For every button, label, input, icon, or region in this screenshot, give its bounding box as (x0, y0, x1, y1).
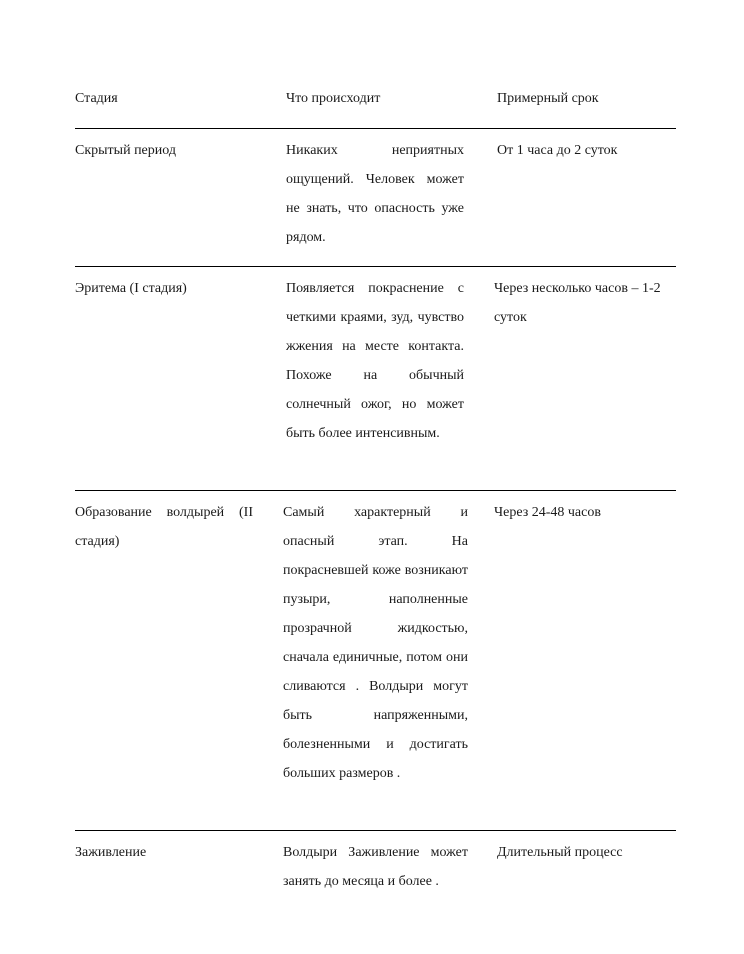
table-rule (75, 830, 676, 831)
row-2-description: Появляется покраснение с четкими краями, зуд, чувство жжения на месте контакта. Похоже на обычный солнечный ожог, но может быть более интенсивным. (286, 281, 464, 441)
header-what-happens: Что происходит (286, 91, 381, 106)
header-duration: Примерный срок (497, 91, 599, 106)
table-rule (75, 128, 676, 129)
row-3-stage: Образование волдырей (II стадия) (75, 505, 253, 549)
table-rule (75, 266, 676, 267)
row-1-duration: От 1 часа до 2 суток (497, 143, 618, 158)
table-rule (75, 490, 676, 491)
header-stage: Стадия (75, 91, 118, 106)
row-3-duration: Через 24-48 часов (494, 505, 601, 520)
row-1-stage: Скрытый период (75, 143, 176, 158)
row-4-description: Волдыри Заживление может занять до месяца и более . (283, 845, 468, 889)
row-2-duration: Через несколько часов – 1-2 суток (494, 281, 661, 325)
row-4-duration: Длительный процесс (497, 845, 623, 860)
row-1-description: Никаких неприятных ощущений. Человек может не знать, что опасность уже рядом. (286, 143, 464, 245)
row-2-stage: Эритема (I стадия) (75, 281, 187, 296)
row-3-description: Самый характерный и опасный этап. На покрасневшей коже возникают пузыри, наполненные прозрачной жидкостью, сначала единичные, потом они сливаются . Волдыри могут быть напряженными, болезненными и достигать больших размеров . (283, 505, 468, 781)
row-4-stage: Заживление (75, 845, 147, 860)
